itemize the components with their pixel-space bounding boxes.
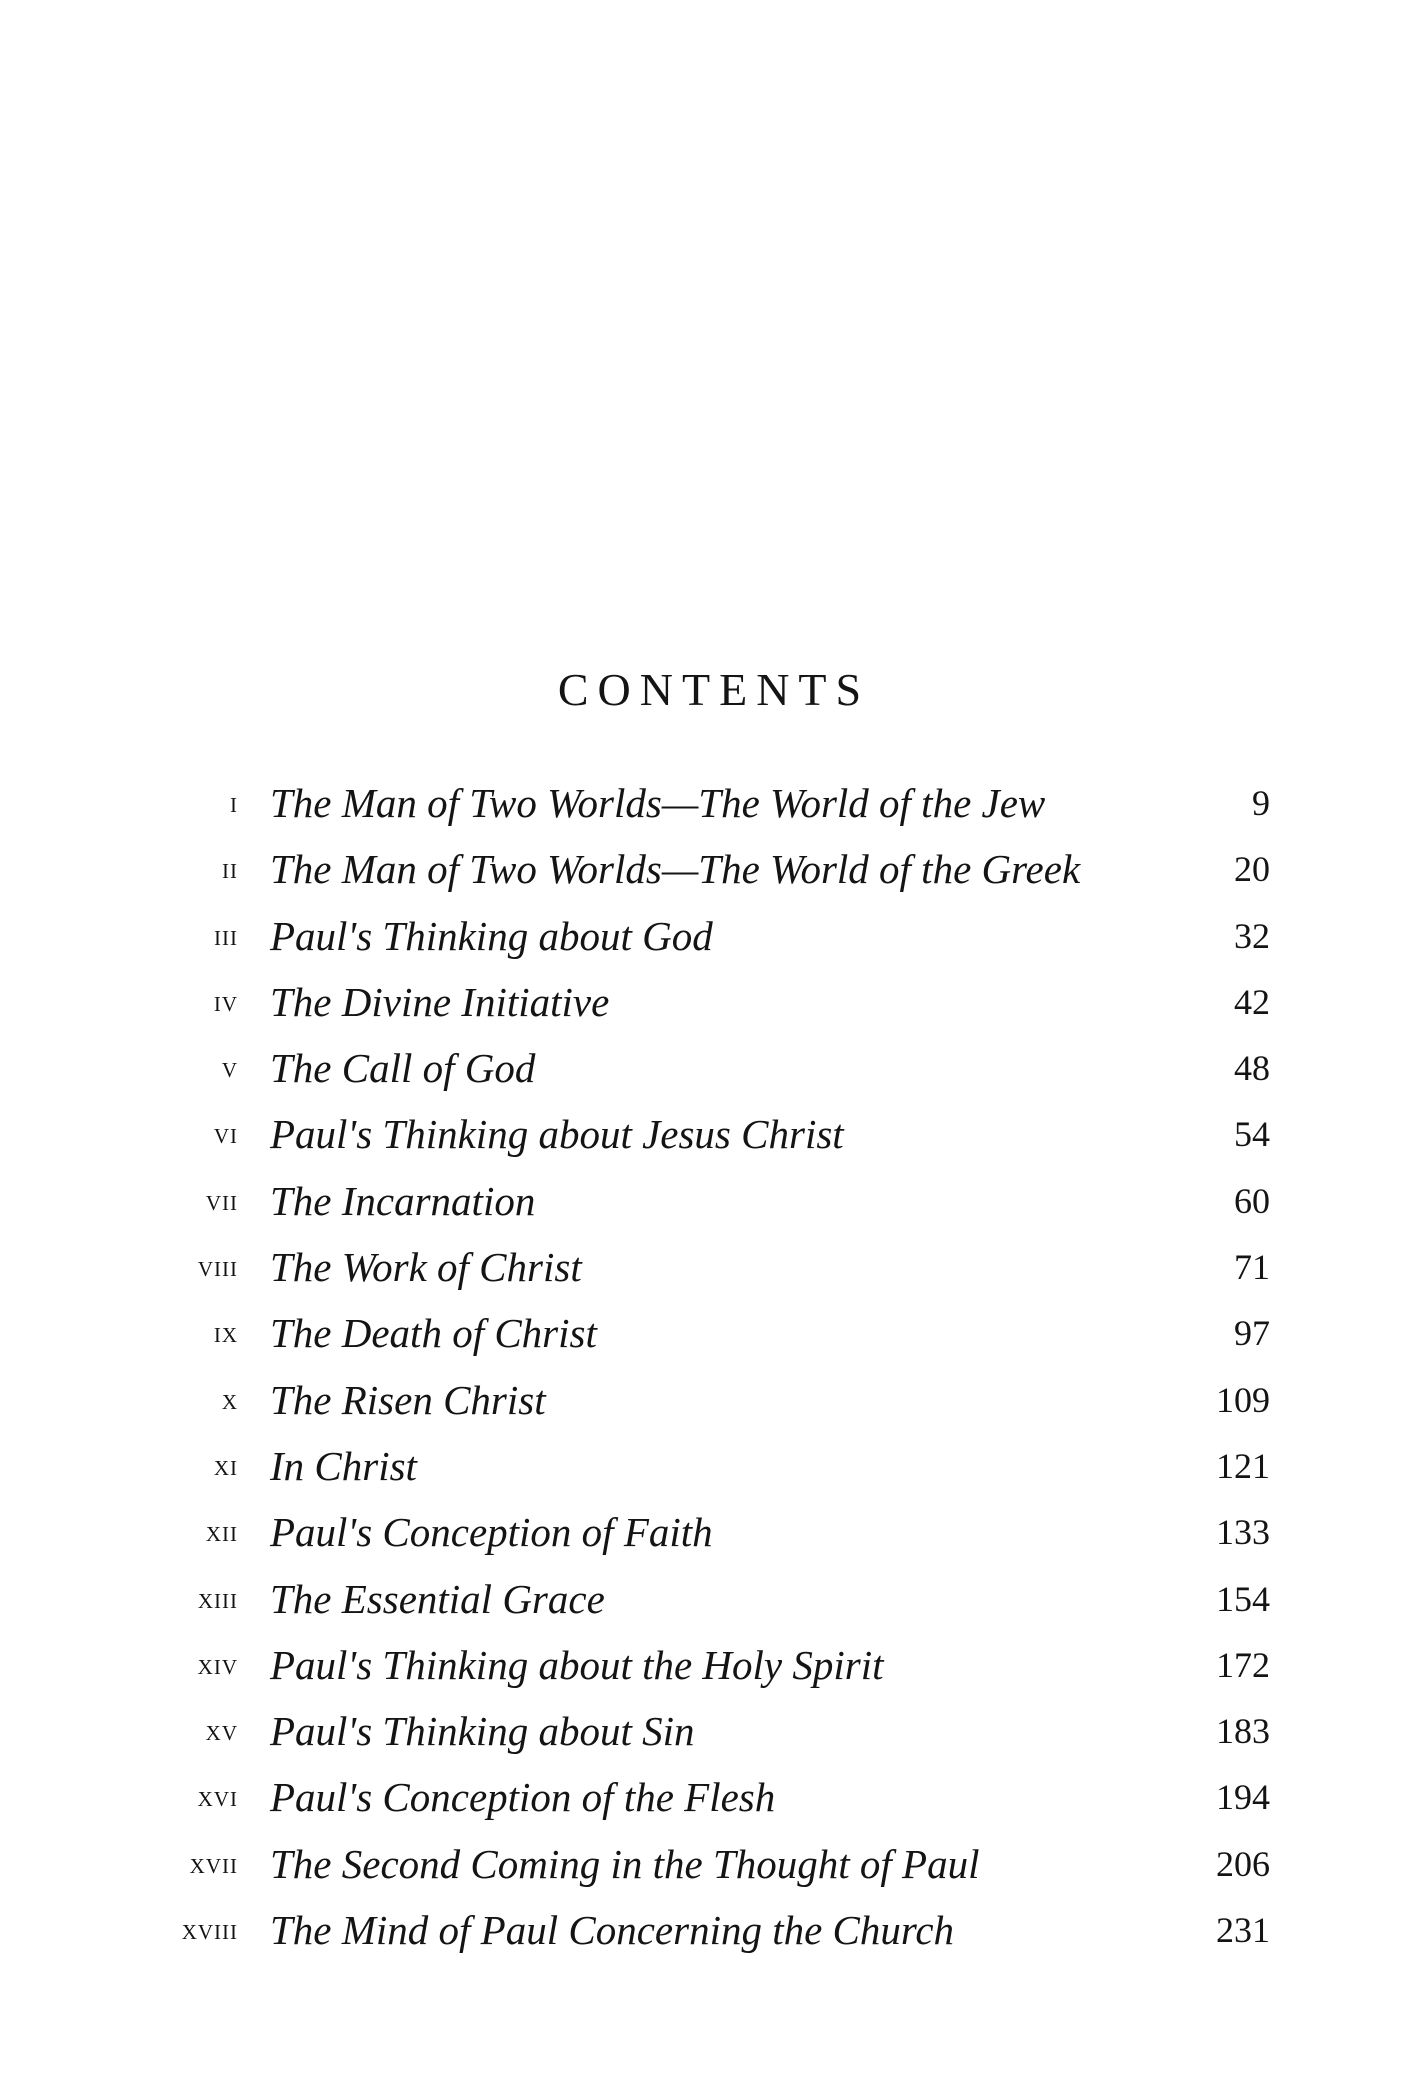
chapter-number: ix: [213, 1316, 238, 1350]
toc-entry: [0, 1831, 1408, 1897]
toc-entry: [0, 1234, 1408, 1300]
chapter-number: i: [230, 786, 238, 819]
page-number: 109: [1216, 1379, 1270, 1420]
chapter-title: Paul's Thinking about the Holy Spirit: [270, 1641, 884, 1688]
chapter-number: ii: [222, 852, 238, 886]
chapter-number: vi: [213, 1117, 238, 1151]
chapter-number: iii: [214, 918, 238, 952]
chapter-number: iv: [213, 984, 238, 1018]
chapter-number: xviii: [181, 1913, 238, 1947]
chapter-title: The Essential Grace: [270, 1575, 605, 1622]
toc-entry: [0, 1698, 1408, 1764]
chapter-title: The Work of Christ: [270, 1244, 582, 1291]
chapter-number: xvi: [197, 1780, 238, 1814]
toc-entry: [0, 1035, 1408, 1101]
chapter-title: The Death of Christ: [270, 1310, 597, 1357]
chapter-title: Paul's Thinking about God: [270, 912, 713, 959]
chapter-number: x: [221, 1382, 238, 1416]
page-number: 32: [1234, 915, 1270, 956]
page-number: 97: [1234, 1313, 1270, 1354]
page-number: 42: [1234, 981, 1270, 1022]
chapter-title: The Mind of Paul Concerning the Church: [270, 1907, 955, 1954]
page-number: 194: [1216, 1777, 1270, 1818]
chapter-title: The Man of Two Worlds—The World of the Greek: [270, 846, 1081, 893]
page-number: 183: [1216, 1711, 1270, 1752]
chapter-title: The Second Coming in the Thought of Paul: [270, 1840, 980, 1887]
chapter-title: Paul's Conception of the Flesh: [270, 1774, 776, 1821]
chapter-title: The Man of Two Worlds—The World of the Jew: [270, 780, 1046, 826]
page-number: 172: [1216, 1644, 1270, 1685]
chapter-title: Paul's Thinking about Sin: [270, 1708, 695, 1755]
page-number: 20: [1234, 849, 1270, 890]
chapter-number: xiv: [197, 1647, 238, 1681]
table-of-contents: [0, 770, 1408, 1963]
page-number: 60: [1234, 1180, 1270, 1221]
chapter-title: Paul's Thinking about Jesus Christ: [270, 1111, 844, 1158]
page-title: CONTENTS: [557, 664, 871, 715]
chapter-title: The Risen Christ: [270, 1376, 546, 1423]
page-number: 133: [1216, 1512, 1270, 1553]
toc-entry: [0, 1499, 1408, 1565]
toc-entry: [0, 1367, 1408, 1433]
toc-entry: [0, 969, 1408, 1035]
toc-entry: [0, 903, 1408, 969]
chapter-title: Paul's Conception of Faith: [270, 1509, 713, 1556]
page-number: 154: [1216, 1578, 1270, 1619]
toc-entry: [0, 1897, 1408, 1963]
chapter-title: The Call of God: [270, 1045, 536, 1092]
toc-entry: [0, 770, 1408, 836]
chapter-number: vii: [205, 1183, 238, 1217]
chapter-title: The Incarnation: [270, 1177, 536, 1224]
toc-entry: [0, 1300, 1408, 1366]
toc-entry: [0, 1433, 1408, 1499]
chapter-number: xii: [205, 1515, 238, 1549]
toc-entry: [0, 1632, 1408, 1698]
toc-entry: [0, 1168, 1408, 1234]
chapter-number: viii: [197, 1250, 238, 1284]
toc-entry: [0, 1101, 1408, 1167]
page-number: 9: [1252, 783, 1270, 823]
page-number: 231: [1216, 1910, 1270, 1951]
chapter-title: In Christ: [270, 1442, 417, 1489]
toc-entry: [0, 836, 1408, 902]
chapter-number: xv: [205, 1714, 238, 1748]
page-number: 206: [1216, 1843, 1270, 1884]
toc-entry: [0, 1566, 1408, 1632]
page-number: 54: [1234, 1114, 1270, 1155]
chapter-number: v: [221, 1051, 238, 1085]
chapter-title: The Divine Initiative: [270, 978, 610, 1025]
page-number: 121: [1216, 1445, 1270, 1486]
chapter-number: xi: [213, 1448, 238, 1482]
page-number: 71: [1234, 1247, 1270, 1288]
page-number: 48: [1234, 1048, 1270, 1089]
chapter-number: xiii: [197, 1581, 238, 1615]
toc-entry: [0, 1764, 1408, 1830]
chapter-number: xvii: [189, 1846, 238, 1880]
